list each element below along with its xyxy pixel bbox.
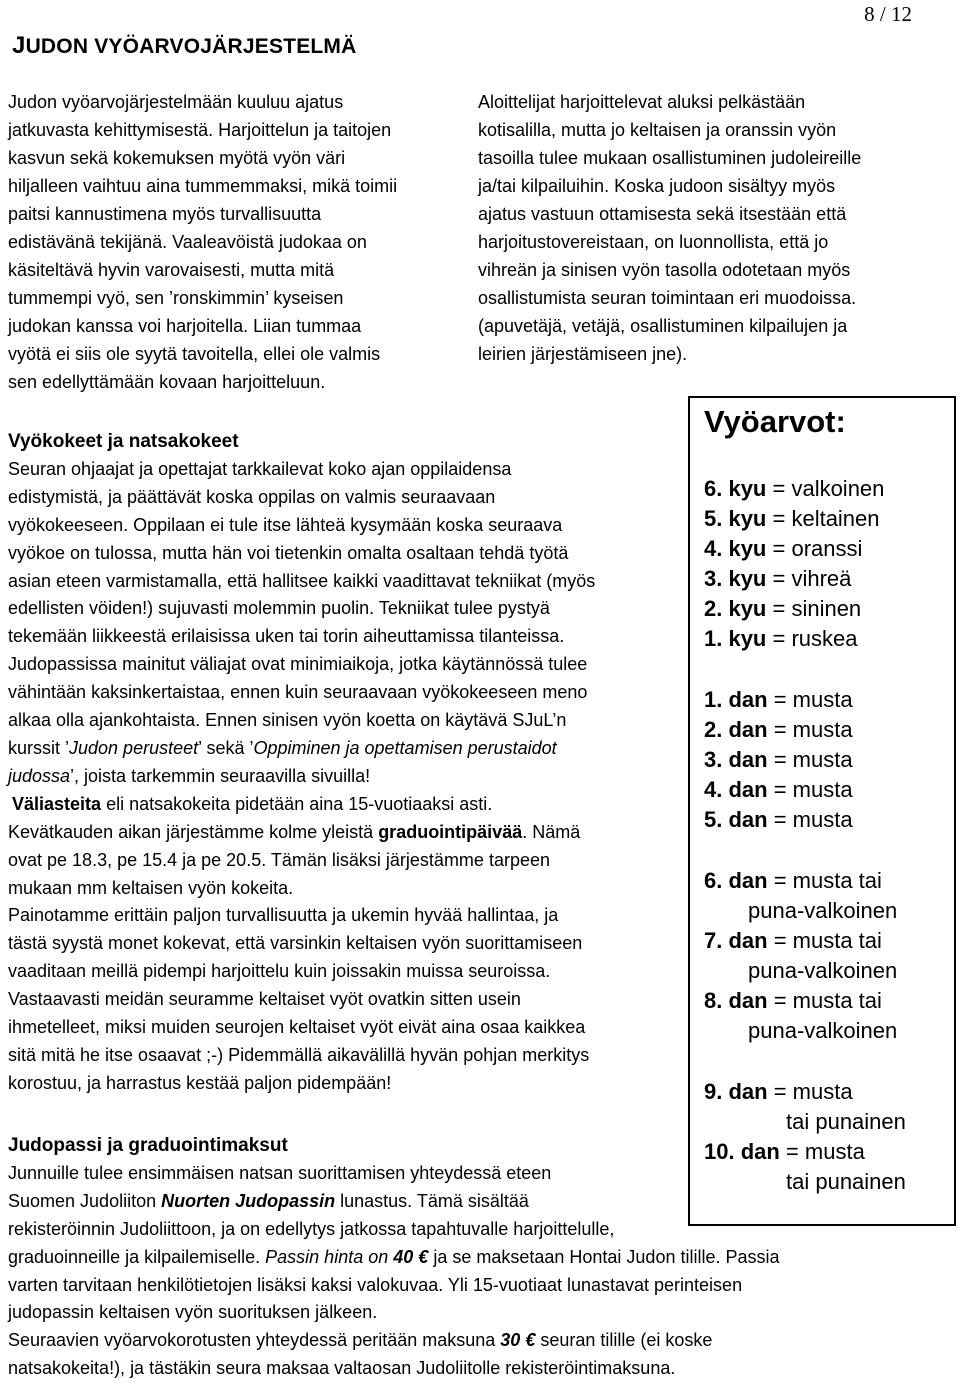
belt-rank-row	[704, 594, 861, 624]
title-initial: J	[12, 32, 26, 59]
belt-rank-row	[704, 624, 858, 654]
equals-sign: =	[767, 777, 793, 802]
courses-text: ’, joista tarkemmin seuraavilla sivuilla!	[70, 765, 371, 786]
belt-color: ruskea	[791, 626, 858, 651]
equals-sign: =	[767, 807, 793, 832]
belt-exams-line: vähintään kaksinkertaistaa, ennen kuin seuraavaan vyökokeeseen meno	[8, 682, 588, 703]
belt-exams-line: edellisten vöiden!) sujuvasti molemmin puolin. Tekniikat tulee pystyä	[8, 598, 550, 619]
youth-judopass-name: Nuorten Judopassin	[161, 1190, 336, 1211]
intro-right-line: kotisalilla, mutta jo keltaisen ja oranssin vyön	[478, 120, 837, 140]
intro-left-line: Judon vyöarvojärjestelmään kuuluu ajatus	[8, 92, 344, 112]
judopass-text: lunastus. Tämä sisältää	[335, 1190, 529, 1211]
judopass-text: graduoinneille ja kilpailemiselle.	[8, 1246, 266, 1267]
rank-label: 5. kyu	[704, 506, 767, 531]
intro-right-column	[478, 88, 948, 368]
belt-exams-line: tekemään liikkeestä erilaisissa uken tai torin aiheuttamissa tilanteissa.	[8, 626, 565, 647]
equals-sign: =	[767, 717, 793, 742]
course-name-basics: Judon perusteet	[69, 737, 199, 758]
intro-left-line: edistävänä tekijänä. Vaaleavöistä judokaa on	[8, 232, 367, 252]
intermediate-grades-bold: Väliasteita	[12, 793, 102, 814]
belt-color: musta tai	[792, 868, 882, 893]
belt-rank-row	[704, 986, 882, 1016]
belt-rank-row	[704, 504, 880, 534]
belt-color-continued: puna-valkoinen	[748, 958, 898, 983]
courses-text: ’ sekä ’	[198, 737, 254, 758]
belt-rank-row	[704, 1077, 853, 1107]
intro-left-line: sen edellyttämään kovaan harjoitteluun.	[8, 372, 326, 392]
title-rest: UDON VYÖARVOJÄRJESTELMÄ	[25, 35, 357, 58]
intro-left-line: hiljalleen vaihtuu aina tummemmaksi, mikä toimii	[8, 176, 398, 196]
equals-sign: =	[766, 626, 792, 651]
intro-left-line: käsiteltävä hyvin varovaisesti, mutta mitä	[8, 260, 335, 280]
belt-color: musta	[792, 1079, 853, 1104]
belt-rank-row	[704, 715, 853, 745]
courses-text: kurssit ’	[8, 737, 70, 758]
rank-label: 6. dan	[704, 868, 768, 893]
rank-label: 5. dan	[704, 807, 768, 832]
intro-left-column	[8, 88, 448, 396]
courses-line	[8, 735, 688, 763]
grading-fee-amount: 30	[500, 1330, 521, 1351]
belt-rank-row	[704, 685, 853, 715]
belt-exams-line: alkaa olla ajankohtaista. Ennen sinisen vyön koetta on käytävä SJuL’n	[8, 710, 567, 731]
rank-label: 1. kyu	[704, 626, 767, 651]
rank-label: 3. dan	[704, 747, 768, 772]
judopass-text: Seuraavien vyöarvokorotusten yhteydessä peritään maksuna	[8, 1330, 501, 1351]
intro-right-line: Aloittelijat harjoittelevat aluksi pelkästään	[478, 92, 806, 112]
rank-label: 2. kyu	[704, 596, 767, 621]
equals-sign: =	[766, 536, 792, 561]
rank-label: 4. kyu	[704, 536, 767, 561]
intro-right-line: leirien järjestämiseen jne).	[478, 344, 688, 364]
intro-right-line: ja/tai kilpailuihin. Koska judoon sisältyy myös	[478, 176, 836, 196]
intro-left-line: kasvun sekä kokemuksen myötä vyön väri	[8, 148, 346, 168]
intro-right-line: harjoitustovereistaan, on luonnollista, että jo	[478, 232, 829, 252]
belt-color: musta	[792, 807, 853, 832]
judopass-line: judopassin keltaisen vyön suorituksen jälkeen.	[8, 1302, 378, 1323]
belt-color: musta	[792, 687, 853, 712]
intro-right-line: (apuvetäjä, vetäjä, osallistuminen kilpailujen ja	[478, 316, 848, 336]
judopass-line: varten tarvitaan henkilötietojen lisäksi kaksi valokuvaa. Yli 15-vuotiaat lunastavat perinteisen	[8, 1274, 743, 1295]
belt-color-continued: tai punainen	[786, 1109, 906, 1134]
belt-color: vihreä	[791, 566, 852, 591]
intermediate-grades-line	[8, 791, 688, 819]
belt-exams-line: vaaditaan meillä pidempi harjoittelu kuin joissakin muissa seuroissa.	[8, 961, 551, 982]
belt-exams-section	[8, 428, 688, 1098]
belt-rank-row	[704, 926, 882, 956]
pass-price-amount: 40	[393, 1246, 414, 1267]
belt-color: musta	[804, 1139, 865, 1164]
intro-right-line: tasoilla tulee mukaan osallistuminen judoleireille	[478, 148, 862, 168]
belt-exams-line: edistymistä, ja päättävät koska oppilas on valmis seuraavaan	[8, 486, 496, 507]
intro-left-line: vyötä ei siis ole syytä tavoitella, ellei ole valmis	[8, 344, 381, 364]
belt-rank-row	[704, 805, 853, 835]
belt-exams-line: Painotamme erittäin paljon turvallisuutta ja ukemin hyvää hallintaa, ja	[8, 905, 559, 926]
grading-days-bold: graduointipäivää	[378, 821, 523, 842]
intermediate-grades-text: eli natsakokeita pidetään aina 15-vuotiaaksi asti.	[101, 793, 493, 814]
intro-right-line: osallistumista seuran toimintaan eri muodoissa.	[478, 288, 857, 308]
belt-exams-line: mukaan mm keltaisen vyön kokeita.	[8, 877, 294, 898]
belt-ranks-title: Vyöarvot:	[704, 404, 846, 439]
intro-left-line: judokan kanssa voi harjoitella. Liian tummaa	[8, 316, 362, 336]
equals-sign: =	[767, 1079, 793, 1104]
course-name-teaching: Oppiminen ja opettamisen perustaidot	[253, 737, 557, 758]
grading-days-text: Kevätkauden aikan järjestämme kolme yleistä	[8, 821, 379, 842]
judopass-line	[8, 1244, 948, 1272]
judopass-line	[8, 1327, 948, 1355]
equals-sign: =	[767, 928, 793, 953]
course-name-teaching-cont: judossa	[8, 765, 71, 786]
belt-exams-heading: Vyökokeet ja natsakokeet	[8, 431, 239, 452]
judopass-line: rekisteröinnin Judoliittoon, ja on edellytys jatkossa tapahtuvalle harjoittelulle,	[8, 1218, 615, 1239]
equals-sign: =	[779, 1139, 805, 1164]
equals-sign: =	[766, 596, 792, 621]
rank-label: 8. dan	[704, 988, 768, 1013]
belt-exams-line: vyökokeeseen. Oppilaan ei tule itse lähteä kysymään koska seuraava	[8, 514, 563, 535]
equals-sign: =	[767, 747, 793, 772]
belt-rank-row	[704, 564, 851, 594]
equals-sign: =	[767, 868, 793, 893]
judopass-text: Suomen Judoliiton	[8, 1190, 162, 1211]
belt-color-continued: puna-valkoinen	[748, 898, 898, 923]
belt-exams-line: sitä mitä he itse osaavat ;-) Pidemmällä aikavälillä hyvän pohjan merkitys	[8, 1044, 590, 1065]
belt-rank-row	[704, 534, 862, 564]
equals-sign: =	[766, 476, 792, 501]
belt-color: keltainen	[791, 506, 880, 531]
belt-exams-line: Seuran ohjaajat ja opettajat tarkkailevat koko ajan oppilaidensa	[8, 458, 512, 479]
rank-label: 4. dan	[704, 777, 768, 802]
belt-rank-row	[704, 866, 882, 896]
rank-label: 1. dan	[704, 687, 768, 712]
belt-color: sininen	[791, 596, 862, 621]
belt-exams-line: ovat pe 18.3, pe 15.4 ja pe 20.5. Tämän lisäksi järjestämme tarpeen	[8, 849, 550, 870]
belt-exams-line: tästä syystä monet kokevat, että varsinkin keltaisen vyön suorittamiseen	[8, 933, 583, 954]
belt-color: musta	[792, 777, 853, 802]
intro-left-line: tummempi vyö, sen ’ronskimmin’ kyseisen	[8, 288, 344, 308]
judopass-heading: Judopassi ja graduointimaksut	[8, 1135, 288, 1156]
grading-days-text: . Nämä	[522, 821, 581, 842]
belt-rank-row	[704, 745, 853, 775]
belt-rank-row	[704, 775, 853, 805]
page-title	[12, 32, 357, 60]
belt-color-continued: tai punainen	[786, 1169, 906, 1194]
judopass-line: natsakokeita!), ja tästäkin seura maksaa valtaosan Judoliitolle rekisteröintimaksuna.	[8, 1358, 676, 1379]
belt-color: musta	[792, 747, 853, 772]
rank-label: 10. dan	[704, 1139, 780, 1164]
grading-days-line	[8, 819, 688, 847]
belt-exams-line: Judopassissa mainitut väliajat ovat minimiaikoja, jotka käytännössä tulee	[8, 654, 588, 675]
equals-sign: =	[767, 988, 793, 1013]
pass-price-text: Passin hinta on	[265, 1246, 394, 1267]
euro-icon: €	[418, 1246, 429, 1267]
rank-label: 7. dan	[704, 928, 768, 953]
judopass-line: Junnuille tulee ensimmäisen natsan suorittamisen yhteydessä eteen	[8, 1162, 552, 1183]
belt-color: musta	[792, 717, 853, 742]
belt-rank-row	[704, 474, 884, 504]
courses-line	[8, 763, 688, 791]
rank-label: 6. kyu	[704, 476, 767, 501]
belt-exams-line: vyökoe on tulossa, mutta hän voi tietenkin omalta osaltaan tehdä työtä	[8, 542, 569, 563]
equals-sign: =	[767, 687, 793, 712]
belt-color: oranssi	[791, 536, 863, 561]
belt-color: musta tai	[792, 928, 882, 953]
belt-exams-line: korostuu, ja harrastus kestää paljon pidempään!	[8, 1072, 392, 1093]
equals-sign: =	[766, 566, 792, 591]
page-number: 8 / 12	[864, 2, 912, 26]
belt-exams-line: ihmetelleet, miksi muiden seurojen keltaiset vyöt eivät aina osaa kaikkea	[8, 1017, 586, 1038]
belt-color: musta tai	[792, 988, 882, 1013]
belt-exams-line: asian eteen varmistamalla, että hallitsee kaikki vaadittavat tekniikat (myös	[8, 570, 596, 591]
rank-label: 9. dan	[704, 1079, 768, 1104]
intro-right-line: ajatus vastuun ottamisesta sekä itsestään että	[478, 204, 847, 224]
belt-ranks-box	[688, 396, 956, 1226]
belt-color-continued: puna-valkoinen	[748, 1018, 898, 1043]
euro-icon: €	[525, 1330, 536, 1351]
belt-exams-line: Vastaavasti meidän seuramme keltaiset vyöt ovatkin sitten usein	[8, 989, 521, 1010]
intro-right-line: vihreän ja sinisen vyön tasolla odotetaan myös	[478, 260, 851, 280]
intro-left-line: paitsi kannustimena myös turvallisuutta	[8, 204, 322, 224]
rank-label: 2. dan	[704, 717, 768, 742]
belt-color: valkoinen	[791, 476, 885, 501]
judopass-text: ja se maksetaan Hontai Judon tilille. Passia	[428, 1246, 780, 1267]
belt-rank-row	[704, 1137, 865, 1167]
rank-label: 3. kyu	[704, 566, 767, 591]
judopass-text: seuran tilille (ei koske	[535, 1330, 713, 1351]
equals-sign: =	[766, 506, 792, 531]
intro-left-line: jatkuvasta kehittymisestä. Harjoittelun ja taitojen	[8, 120, 392, 140]
